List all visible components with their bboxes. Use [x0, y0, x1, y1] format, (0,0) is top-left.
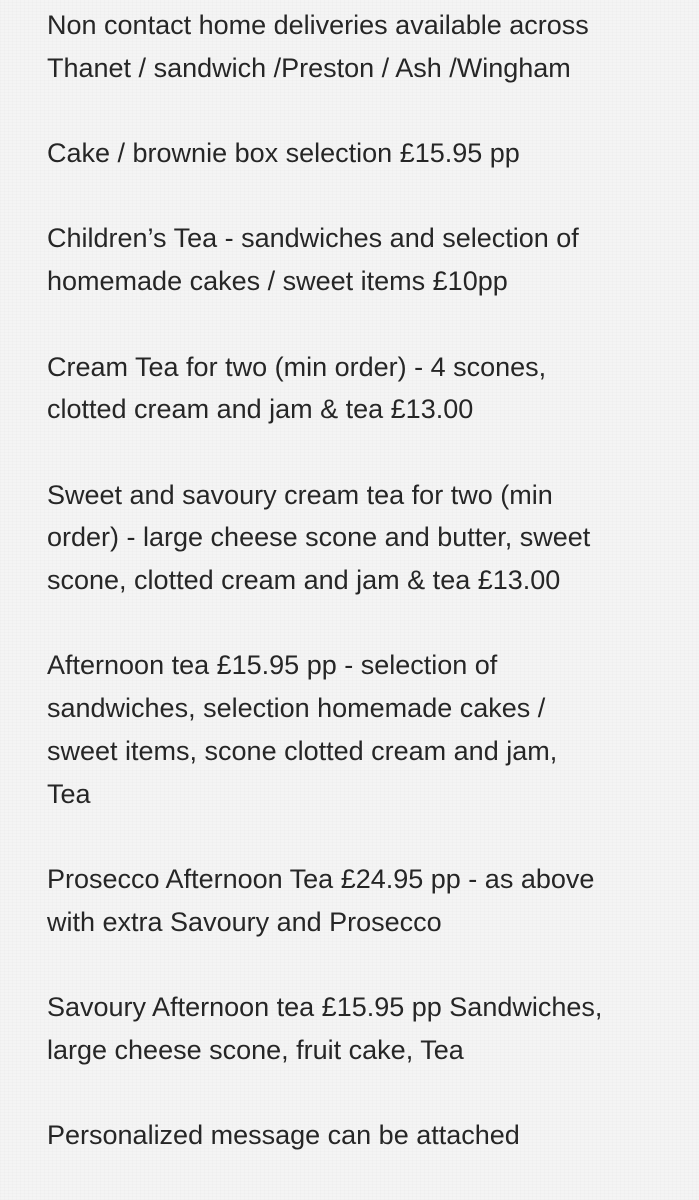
childrens-tea-item: Children’s Tea - sandwiches and selection of homemade cakes / sweet items £10pp: [47, 223, 579, 297]
cake-box-item: Cake / brownie box selection £15.95 pp: [47, 138, 520, 169]
prosecco-afternoon-tea-item: Prosecco Afternoon Tea £24.95 pp - as above with extra Savoury and Prosecco: [47, 863, 595, 937]
afternoon-tea-item: Afternoon tea £15.95 pp - selection of sandwiches, selection homemade cakes / sweet items, scone clotted cream and jam, Tea: [47, 650, 558, 809]
personalized-message-text: Personalized message can be attached: [47, 1120, 520, 1151]
cream-tea-item: Cream Tea for two (min order) - 4 scones, clotted cream and jam & tea £13.00: [47, 351, 547, 425]
sweet-savoury-cream-tea-item: Sweet and savoury cream tea for two (min order) - large cheese scone and butter, sweet scone, clotted cream and jam & tea £13.00: [47, 479, 591, 596]
savoury-afternoon-tea-item: Savoury Afternoon tea £15.95 pp Sandwiches, large cheese scone, fruit cake, Tea: [47, 992, 603, 1065]
delivery-areas-text: Non contact home deliveries available across Thanet / sandwich /Preston / Ash /Wingham: [47, 10, 589, 83]
